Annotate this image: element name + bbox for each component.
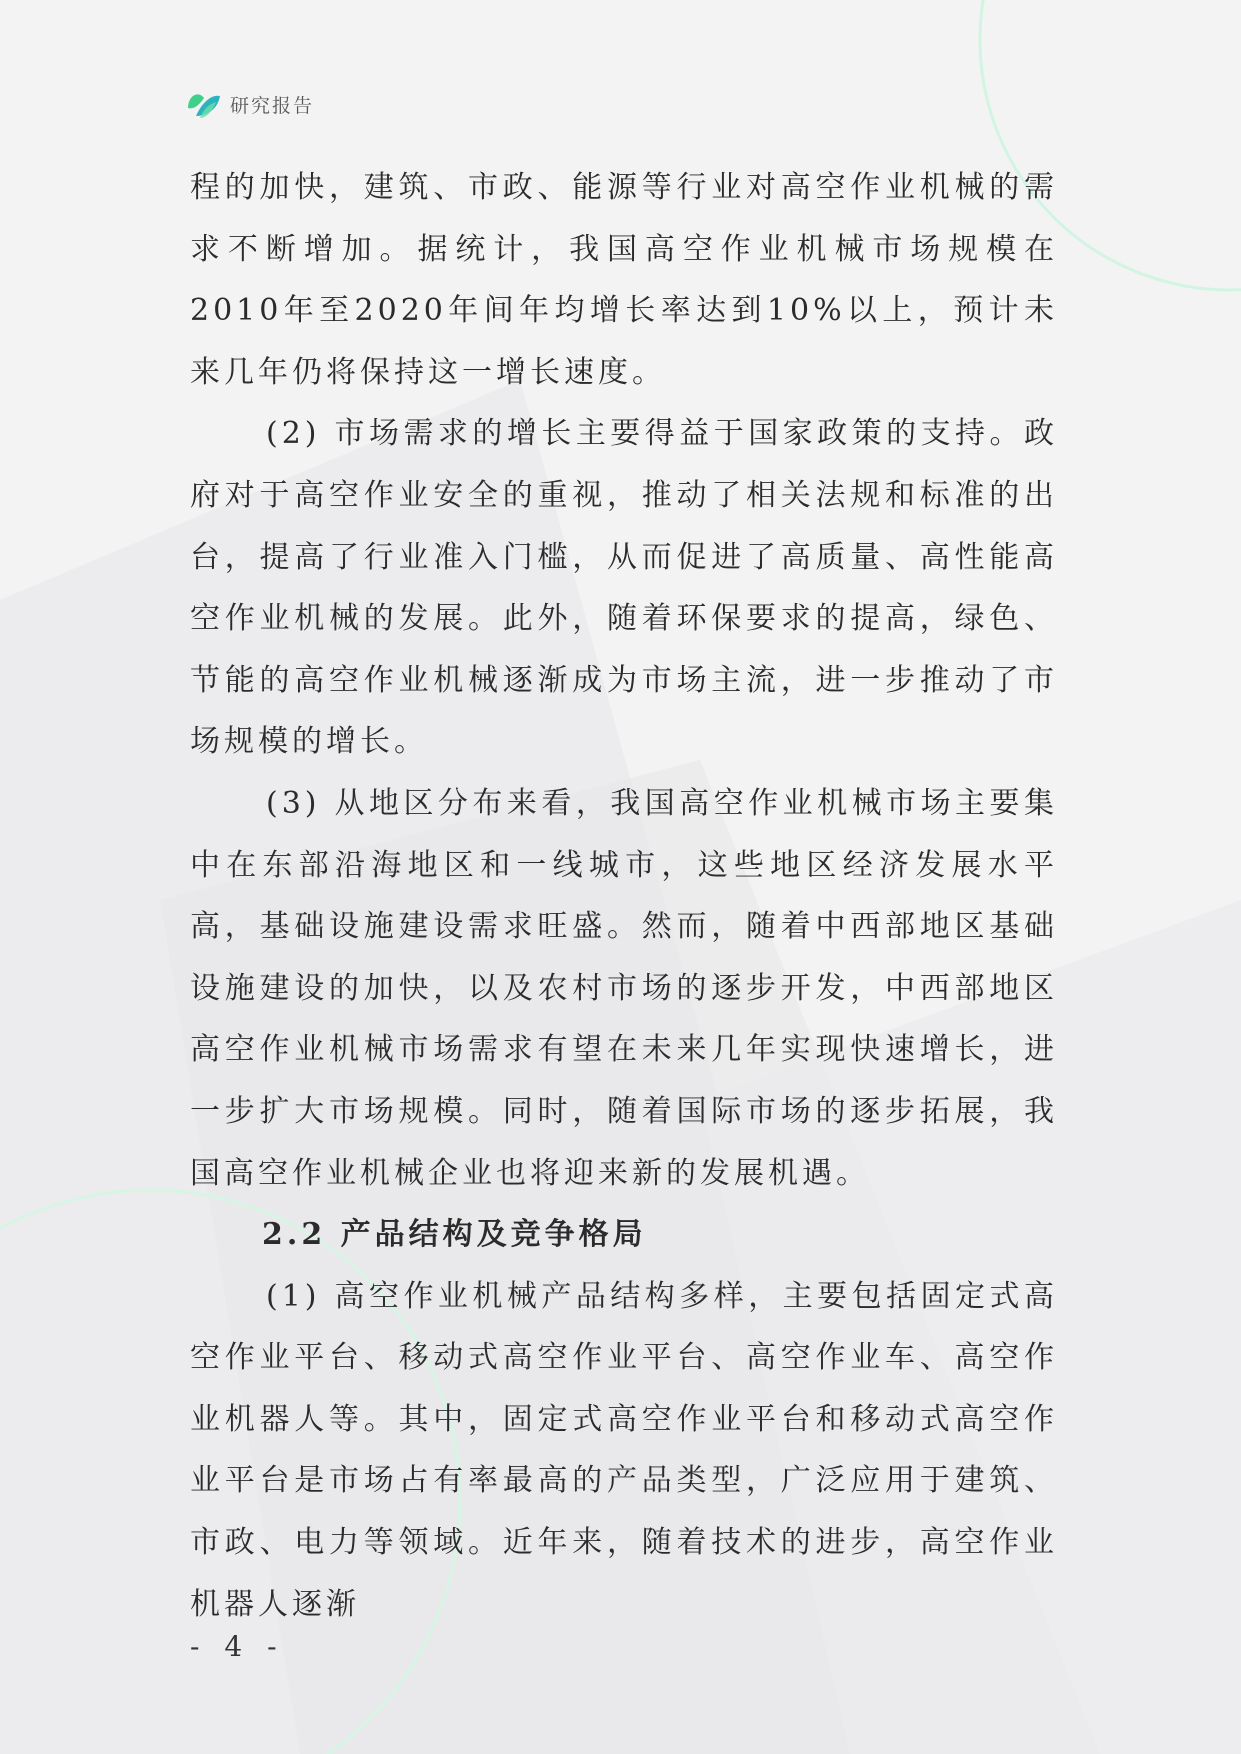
paragraph-1: 程的加快，建筑、市政、能源等行业对高空作业机械的需求不断增加。据统计，我国高空作业机械市场规模在2010年至2020年间年均增长率达到10%以上，预计未来几年仍将保持这一增长速度。 (190, 170, 1058, 390)
section-heading: 2.2 产品结构及竞争格局 (262, 1217, 647, 1253)
paragraph-3: (3) 从地区分布来看，我国高空作业机械市场主要集中在东部沿海地区和一线城市，这些地区经济发展水平高，基础设施建设需求旺盛。然而，随着中西部地区基础设施建设的加快，以及农村市场的逐步开发，中西部地区高空作业机械市场需求有望在未来几年实现快速增长，进一步扩大市场规模。同时，随着国际市场的逐步拓展，我国高空作业机械企业也将迎来新的发展机遇。 (190, 785, 1058, 1191)
brand-label: 研究报告 (230, 94, 315, 117)
leaf-logo-icon (186, 88, 222, 120)
report-body (190, 157, 1058, 1635)
paragraph-4: (1) 高空作业机械产品结构多样，主要包括固定式高空作业平台、移动式高空作业平台、高空作业车、高空作业机器人等。其中，固定式高空作业平台和移动式高空作业平台是市场占有率最高的产品类型，广泛应用于建筑、市政、电力等领域。近年来，随着技术的进步，高空作业机器人逐渐 (190, 1278, 1058, 1622)
page-number: - 4 - (190, 1630, 285, 1663)
paragraph-2: (2) 市场需求的增长主要得益于国家政策的支持。政府对于高空作业安全的重视，推动了相关法规和标准的出台，提高了行业准入门槛，从而促进了高质量、高性能高空作业机械的发展。此外，随着环保要求的提高，绿色、节能的高空作业机械逐渐成为市场主流，进一步推动了市场规模的增长。 (190, 416, 1058, 760)
report-brand (186, 88, 314, 120)
